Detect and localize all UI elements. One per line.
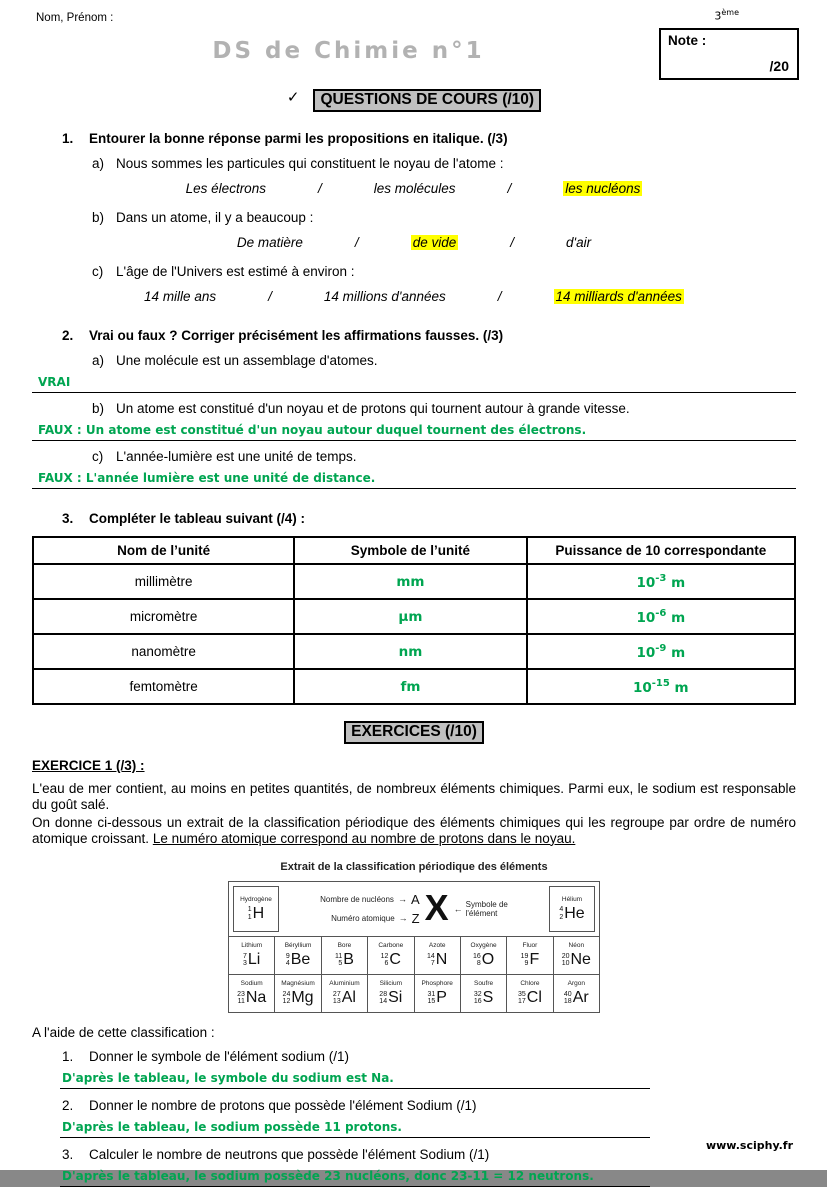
element-notation <box>518 989 542 1007</box>
answer-text: D'après le tableau, le symbole du sodium est Na. <box>62 1070 394 1085</box>
answer-text: FAUX : L'année lumière est une unité de distance. <box>38 471 376 485</box>
atomic-number: 17 <box>517 998 526 1006</box>
question-3-title: Compléter le tableau suivant (/4) : <box>89 511 306 526</box>
question-2b <box>32 401 796 441</box>
option-text: 14 mille ans <box>144 289 217 304</box>
mass-number: 35 <box>517 990 526 998</box>
arrow-right-icon: → <box>398 913 408 924</box>
atomic-number: 12 <box>282 998 291 1006</box>
mass-number: 1 <box>247 906 252 914</box>
arrow-left-icon: ← <box>453 903 463 914</box>
element-numbers <box>473 953 481 968</box>
column-header: Puissance de 10 correspondante <box>527 537 795 564</box>
element-symbol: S <box>482 989 494 1007</box>
element-notation <box>283 989 314 1007</box>
exercise-question <box>32 1147 796 1187</box>
element-numbers <box>427 991 435 1006</box>
exercise-question-line <box>32 1147 796 1162</box>
option-separator: / <box>510 235 514 250</box>
option-text: Les électrons <box>185 181 266 196</box>
atomic-number: 4 <box>285 960 290 968</box>
element-name: Béryllium <box>284 942 312 950</box>
atomic-number: 16 <box>473 998 482 1006</box>
exercise-question-line <box>32 1049 796 1064</box>
note-label: Note : <box>668 33 707 48</box>
answer-text: D'après le tableau, le sodium possède 23 nucléons, donc 23-11 = 12 neutrons. <box>62 1168 594 1183</box>
element-numbers <box>564 991 572 1006</box>
atomic-number: 5 <box>338 960 343 968</box>
power-exponent: -15 <box>651 677 670 689</box>
option-text: d'air <box>566 235 592 250</box>
question-1b <box>32 210 796 250</box>
options-row <box>32 181 796 196</box>
element-numbers <box>379 991 387 1006</box>
element-name: Fluor <box>522 942 538 950</box>
element-symbol: N <box>435 951 448 969</box>
question-1-title: Entourer la bonne réponse parmi les propositions en italique. (/3) <box>89 131 508 146</box>
periodic-table <box>228 881 600 1013</box>
exercise-1-title: EXERCICE 1 (/3) : <box>32 758 145 773</box>
question-1-number: 1. <box>62 131 74 146</box>
element-symbol: Ar <box>572 989 589 1007</box>
symbol-label: Symbole de l'élément <box>465 899 508 918</box>
element-symbol: P <box>436 989 447 1007</box>
element-name: Hydrogène <box>240 895 272 903</box>
element-notation <box>237 989 266 1007</box>
item-label: b) <box>92 210 105 225</box>
power-unit: m <box>674 679 689 696</box>
element-numbers <box>237 991 245 1006</box>
mass-number: 14 <box>427 952 435 960</box>
question-2-heading <box>32 328 796 343</box>
element-cell <box>229 937 274 974</box>
element-name: Hélium <box>561 895 583 903</box>
unit-name-cell <box>33 669 294 704</box>
unit-symbol: nm <box>398 643 423 660</box>
answer-text: D'après le tableau, le sodium possède 11 protons. <box>62 1119 402 1134</box>
options-row <box>32 289 796 304</box>
page-title: DS de Chimie n°1 <box>212 38 485 64</box>
unit-symbol-cell <box>294 634 526 669</box>
element-symbol: B <box>343 951 354 969</box>
element-cell <box>554 975 599 1012</box>
unit-power-cell <box>527 634 795 669</box>
mass-number: 7 <box>243 952 247 960</box>
element-name: Chlore <box>520 980 540 988</box>
power-exponent: -6 <box>655 607 667 619</box>
power-exponent: -9 <box>655 642 667 654</box>
answer-line <box>32 422 796 441</box>
option-text: les molécules <box>373 181 456 196</box>
element-name: Carbone <box>378 942 404 950</box>
element-numbers <box>474 991 482 1006</box>
element-notation <box>379 989 402 1007</box>
checkmark-icon: ✓ <box>286 89 300 106</box>
exercise-question <box>32 1049 796 1089</box>
element-name: Silicium <box>379 980 403 988</box>
mass-number: 31 <box>427 990 436 998</box>
element-name: Magnésium <box>281 980 315 988</box>
element-notation <box>564 989 589 1007</box>
item-statement: Un atome est constitué d'un noyau et de protons qui tournent autour à grande vitesse. <box>116 401 630 416</box>
unit-name: femtomètre <box>129 679 198 694</box>
option-highlighted: 14 milliards d'années <box>555 289 682 304</box>
unit-table-row <box>33 634 795 669</box>
element-symbol: Li <box>247 951 261 969</box>
mass-number: 11 <box>334 952 343 960</box>
element-symbol: Be <box>290 951 311 969</box>
unit-table-row <box>33 669 795 704</box>
mass-number: 27 <box>332 990 341 998</box>
element-notation <box>521 951 540 969</box>
unit-symbol-cell <box>294 599 526 634</box>
element-notation <box>243 951 260 969</box>
item-label: b) <box>92 401 105 416</box>
periodic-table-title: Extrait de la classification périodique des éléments <box>280 860 548 873</box>
element-symbol: Si <box>388 989 403 1007</box>
name-field-label: Nom, Prénom : <box>36 12 114 24</box>
atomic-number-label: Numéro atomique <box>331 913 395 923</box>
item-question: Nous sommes les particules qui constituent le noyau de l'atome : <box>116 156 504 171</box>
element-numbers <box>427 953 435 968</box>
element-cell <box>368 975 413 1012</box>
element-numbers <box>335 953 342 968</box>
element-cell <box>275 937 320 974</box>
atomic-number: 6 <box>384 960 389 968</box>
power-base: 10 <box>632 679 652 696</box>
atomic-number: 2 <box>559 913 564 921</box>
question-2a <box>32 353 796 393</box>
answer-line <box>32 470 796 489</box>
exercise-question-line <box>32 1098 796 1113</box>
item-label: c) <box>92 449 104 464</box>
element-notation <box>333 989 356 1007</box>
option-text: De matière <box>236 235 303 250</box>
section-header-cours <box>32 88 796 112</box>
mass-number: 4 <box>559 906 564 914</box>
unit-symbol: mm <box>396 573 425 590</box>
element-cell <box>322 975 367 1012</box>
element-numbers <box>381 953 389 968</box>
unit-symbol: fm <box>400 678 421 695</box>
unit-name: millimètre <box>134 574 193 589</box>
element-notation <box>473 951 494 969</box>
element-notation <box>562 951 591 969</box>
power-base: 10 <box>636 609 656 626</box>
element-symbol-placeholder: X <box>424 887 449 929</box>
element-name: Lithium <box>241 942 263 950</box>
unit-table-row <box>33 599 795 634</box>
option-separator: / <box>497 289 502 304</box>
exercise-intro-paragraph-1: L'eau de mer contient, au moins en petites quantités, de nombreux éléments chimiques. Parmi eux, le sodium est responsable du goût salé. <box>32 781 796 812</box>
atomic-number: 1 <box>247 913 252 921</box>
atomic-number: 7 <box>430 960 435 968</box>
element-name: Sodium <box>240 980 263 988</box>
periodic-table-top-row <box>229 882 599 936</box>
question-number: 1. <box>62 1048 74 1064</box>
element-cell-hydrogen <box>233 886 279 932</box>
element-symbol: He <box>564 904 585 922</box>
answer-line <box>60 1168 650 1187</box>
unit-name-cell <box>33 599 294 634</box>
atomic-number: 15 <box>427 998 436 1006</box>
item-label: a) <box>92 353 105 368</box>
question-text: Donner le nombre de protons que possède l'élément Sodium (/1) <box>89 1097 477 1113</box>
element-numbers <box>286 953 290 968</box>
question-1a <box>32 156 796 196</box>
mass-number: 19 <box>520 952 529 960</box>
element-cell <box>554 937 599 974</box>
element-notation <box>427 951 447 969</box>
mass-number: 28 <box>379 990 388 998</box>
element-notation <box>474 989 493 1007</box>
atomic-number: 9 <box>524 960 529 968</box>
element-symbol: O <box>481 951 495 969</box>
column-header: Nom de l’unité <box>33 537 294 564</box>
nucleons-label: Nombre de nucléons <box>320 894 394 904</box>
exercise-intro-paragraph-2 <box>32 815 796 847</box>
unit-name-cell <box>33 564 294 599</box>
item-label: c) <box>92 264 104 279</box>
unit-symbol: µm <box>398 608 423 625</box>
element-cell <box>415 937 460 974</box>
element-name: Phosphore <box>421 980 453 988</box>
mass-number: 20 <box>561 952 570 960</box>
units-table-body <box>33 564 795 704</box>
element-numbers <box>283 991 291 1006</box>
element-cell <box>415 975 460 1012</box>
unit-power-cell <box>527 599 795 634</box>
mass-number: 24 <box>282 990 291 998</box>
element-symbol: Al <box>341 989 356 1007</box>
units-table <box>32 536 796 705</box>
arrow-right-icon: → <box>397 894 407 905</box>
answer-text: VRAI <box>38 375 71 389</box>
question-3-number: 3. <box>62 511 74 526</box>
question-3-heading <box>32 511 796 526</box>
mass-number-letter: A <box>410 891 420 907</box>
unit-symbol-cell <box>294 564 526 599</box>
item-statement: L'année-lumière est une unité de temps. <box>116 449 357 464</box>
option-separator: / <box>268 289 272 304</box>
element-name: Néon <box>568 942 585 950</box>
options-row <box>32 235 796 250</box>
question-number: 2. <box>62 1097 74 1113</box>
item-label: a) <box>92 156 105 171</box>
element-notation <box>381 951 401 969</box>
column-header: Symbole de l’unité <box>294 537 526 564</box>
element-cell <box>368 937 413 974</box>
unit-name-cell <box>33 634 294 669</box>
element-symbol: Mg <box>291 989 314 1007</box>
element-cell <box>275 975 320 1012</box>
element-symbol: C <box>389 951 401 969</box>
question-2-title: Vrai ou faux ? Corriger précisément les affirmations fausses. (/3) <box>89 328 504 343</box>
element-notation <box>427 989 446 1007</box>
element-name: Azote <box>428 942 446 950</box>
exercise-question <box>32 1098 796 1138</box>
website-footer: www.sciphy.fr <box>705 1139 793 1152</box>
atomic-number: 10 <box>561 960 570 968</box>
unit-table-row <box>33 564 795 599</box>
notation-legend <box>283 882 545 936</box>
element-numbers <box>243 953 247 968</box>
power-unit: m <box>671 574 686 591</box>
unit-name: micromètre <box>129 609 198 624</box>
element-cell <box>322 937 367 974</box>
atomic-number: 13 <box>332 998 341 1006</box>
option-text: 14 millions d'années <box>323 289 446 304</box>
document-body <box>32 88 796 1187</box>
element-name: Bore <box>337 942 352 950</box>
answer-text: FAUX : Un atome est constitué d'un noyau autour duquel tournent des électrons. <box>38 423 587 437</box>
mass-number: 23 <box>237 990 245 998</box>
units-table-header-row <box>33 537 795 564</box>
element-symbol: Na <box>245 989 267 1007</box>
element-name: Soufre <box>473 980 494 988</box>
unit-name: nanomètre <box>131 644 196 659</box>
question-text: Donner le symbole de l'élément sodium (/1) <box>89 1048 349 1064</box>
atomic-number: 14 <box>379 998 388 1006</box>
mass-number: 12 <box>380 952 389 960</box>
power-unit: m <box>671 609 686 626</box>
element-symbol: Ne <box>570 951 591 969</box>
option-separator: / <box>317 181 322 196</box>
answer-line <box>32 374 796 393</box>
element-cell <box>507 937 552 974</box>
element-cell <box>229 975 274 1012</box>
element-cell-helium <box>549 886 595 932</box>
item-question: Dans un atome, il y a beaucoup : <box>116 210 314 225</box>
question-number: 3. <box>62 1146 74 1162</box>
option-highlighted: de vide <box>412 235 457 250</box>
element-numbers <box>562 953 570 968</box>
atomic-number: 8 <box>476 960 481 968</box>
element-symbol: Cl <box>526 989 542 1007</box>
unit-power-cell <box>527 669 795 704</box>
section-header-exercices <box>32 721 796 744</box>
option-highlighted: les nucléons <box>565 181 641 196</box>
element-notation <box>335 951 354 969</box>
question-1-heading <box>32 131 796 146</box>
atomic-number: 3 <box>243 960 247 968</box>
periodic-table-figure <box>228 861 600 1013</box>
element-cell <box>507 975 552 1012</box>
element-name: Argon <box>567 980 585 988</box>
unit-symbol-cell <box>294 669 526 704</box>
grade-suffix: ème <box>721 8 739 17</box>
unit-power-cell <box>527 564 795 599</box>
section-title-cours: QUESTIONS DE COURS (/10) <box>313 89 541 112</box>
element-numbers <box>333 991 341 1006</box>
item-question: L'âge de l'Univers est estimé à environ : <box>116 264 355 279</box>
atomic-number: 18 <box>563 998 572 1006</box>
option-separator: / <box>507 181 512 196</box>
element-name: Oxygène <box>470 942 497 950</box>
mass-number: 40 <box>563 990 572 998</box>
element-cell <box>461 937 506 974</box>
mass-number: 32 <box>473 990 482 998</box>
question-2-number: 2. <box>62 328 74 343</box>
option-separator: / <box>354 235 359 250</box>
answer-line <box>60 1119 650 1138</box>
classification-intro: A l'aide de cette classification : <box>32 1024 215 1040</box>
power-base: 10 <box>636 574 656 591</box>
atomic-number-letter: Z <box>411 910 420 926</box>
power-exponent: -3 <box>655 572 667 584</box>
grade-level: 3ème <box>714 8 739 23</box>
underlined-sentence: Le numéro atomique correspond au nombre de protons dans le noyau. <box>152 830 576 846</box>
atomic-number: 11 <box>237 998 245 1006</box>
question-1c <box>32 264 796 304</box>
element-numbers <box>518 991 526 1006</box>
element-symbol: H <box>252 904 265 922</box>
exercise-questions-list <box>32 1049 796 1187</box>
question-2c <box>32 449 796 489</box>
element-symbol: F <box>529 951 540 969</box>
note-total: /20 <box>769 58 789 74</box>
element-name: Aluminium <box>329 980 360 988</box>
power-base: 10 <box>636 644 656 661</box>
paragraph-text: On donne ci-dessous un extrait de la classification périodique des éléments chimiques qui les regroupe par ordre de numéro atomique croissant. <box>32 814 796 846</box>
mass-number: 9 <box>285 952 290 960</box>
power-unit: m <box>671 644 686 661</box>
element-cell <box>461 975 506 1012</box>
element-numbers <box>521 953 529 968</box>
periodic-table-row-3 <box>229 974 599 1012</box>
element-notation <box>286 951 310 969</box>
item-statement: Une molécule est un assemblage d'atomes. <box>116 353 378 368</box>
question-text: Calculer le nombre de neutrons que possède l'élément Sodium (/1) <box>89 1146 490 1162</box>
section-title-exercices: EXERCICES (/10) <box>344 721 484 744</box>
periodic-table-row-2 <box>229 936 599 974</box>
mass-number: 16 <box>472 952 481 960</box>
answer-line <box>60 1070 650 1089</box>
